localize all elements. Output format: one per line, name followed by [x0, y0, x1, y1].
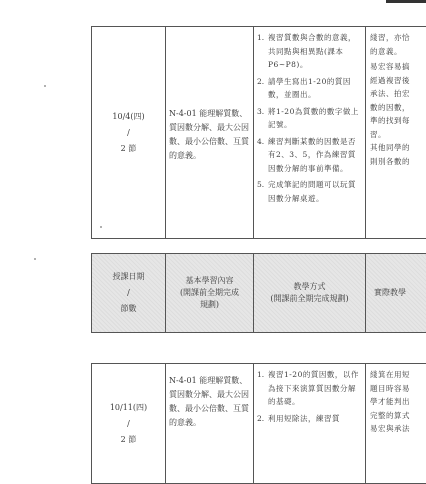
header-content-title: 基本學習內容 — [166, 275, 253, 287]
teaching-record-cell — [366, 27, 426, 239]
record-line: 的意義。 — [370, 45, 426, 59]
lesson-table-2 — [91, 363, 426, 484]
record-line: 題目時容易 — [370, 382, 426, 396]
header-teaching-method — [254, 254, 366, 333]
learning-content-cell — [166, 364, 254, 484]
list-item: 1. 複習1-20的質因數，以作為接下來演算質因數分解的基礎。 — [257, 368, 361, 409]
header-learning-content — [166, 254, 254, 333]
record-line: 綫箕在用短 — [370, 368, 426, 382]
scan-speck — [34, 258, 36, 260]
list-item: 1. 複習質數與合數的意義，共同點與相異點(課本P6~P8)。 — [257, 31, 361, 72]
learning-content-text: N-4-01 能理解質數、質因數分解、最大公因數、最小公倍數、互質的意義。 — [166, 103, 253, 163]
date-text: 10/11(四) — [92, 400, 165, 416]
header-record-title: 實際教學 — [374, 287, 426, 299]
period-count: 2 節 — [92, 141, 165, 157]
record-line: 經過複習後 — [370, 74, 426, 88]
period-count: 2 節 — [92, 432, 165, 448]
header-actual-teaching — [366, 254, 426, 333]
scan-speck — [44, 85, 46, 87]
lesson-table-1 — [91, 26, 426, 239]
lesson-date-cell — [92, 364, 166, 484]
header-method-note: (開課前全期完成規劃) — [254, 293, 365, 305]
record-line: 習。 — [370, 128, 426, 142]
teaching-method-cell — [254, 364, 366, 484]
learning-content-text: N-4-01 能理解質數、質因數分解、最大公因數、最小公倍數、互質的意義。 — [166, 364, 253, 430]
list-item: 2. 利用短除法，練習質 — [257, 412, 361, 426]
list-item: 2. 請學生寫出1-20的質因數，並圈出。 — [257, 75, 361, 102]
lesson-date-cell — [92, 27, 166, 239]
header-date-period — [92, 254, 166, 333]
teaching-record-cell — [366, 364, 426, 484]
record-line: 綫習，亦恰 — [370, 31, 426, 45]
record-line: 完整的算式 — [370, 409, 426, 423]
teaching-method-list — [254, 27, 365, 205]
record-line: 學才能判出 — [370, 395, 426, 409]
teaching-method-cell — [254, 27, 366, 239]
record-line: 其他同學的 — [370, 141, 426, 155]
record-line: 承法、拍宏 — [370, 87, 426, 101]
list-item: 3. 將1-20為質數的數字做上記號。 — [257, 105, 361, 132]
record-line: 準的找到每 — [370, 114, 426, 128]
record-line: 易宏容易搞 — [370, 60, 426, 74]
learning-content-cell — [166, 27, 254, 239]
header-method-title: 教學方式 — [254, 281, 365, 293]
header-period-label: 節數 — [92, 303, 165, 315]
header-slash: / — [92, 287, 165, 299]
header-date-label: 授課日期 — [92, 271, 165, 283]
record-line: 則別各數的 — [370, 155, 426, 169]
column-header-table — [91, 253, 426, 333]
date-slash: / — [92, 416, 165, 432]
record-line: 易宏與承法 — [370, 422, 426, 436]
record-line: 數的因數， — [370, 101, 426, 115]
list-item: 5. 完成筆記的問題可以玩質因數分解桌遊。 — [257, 178, 361, 205]
header-content-note: (開課前全期完成 — [166, 287, 253, 299]
date-slash: / — [92, 125, 165, 141]
list-item: 4. 練習判斷某數的因數是否有2、3、5，作為練習質因數分解的事前準備。 — [257, 135, 361, 176]
teaching-method-list — [254, 364, 365, 425]
header-content-note-end: 規劃) — [166, 299, 253, 311]
top-border-line — [386, 0, 426, 3]
date-text: 10/4(四) — [92, 109, 165, 125]
